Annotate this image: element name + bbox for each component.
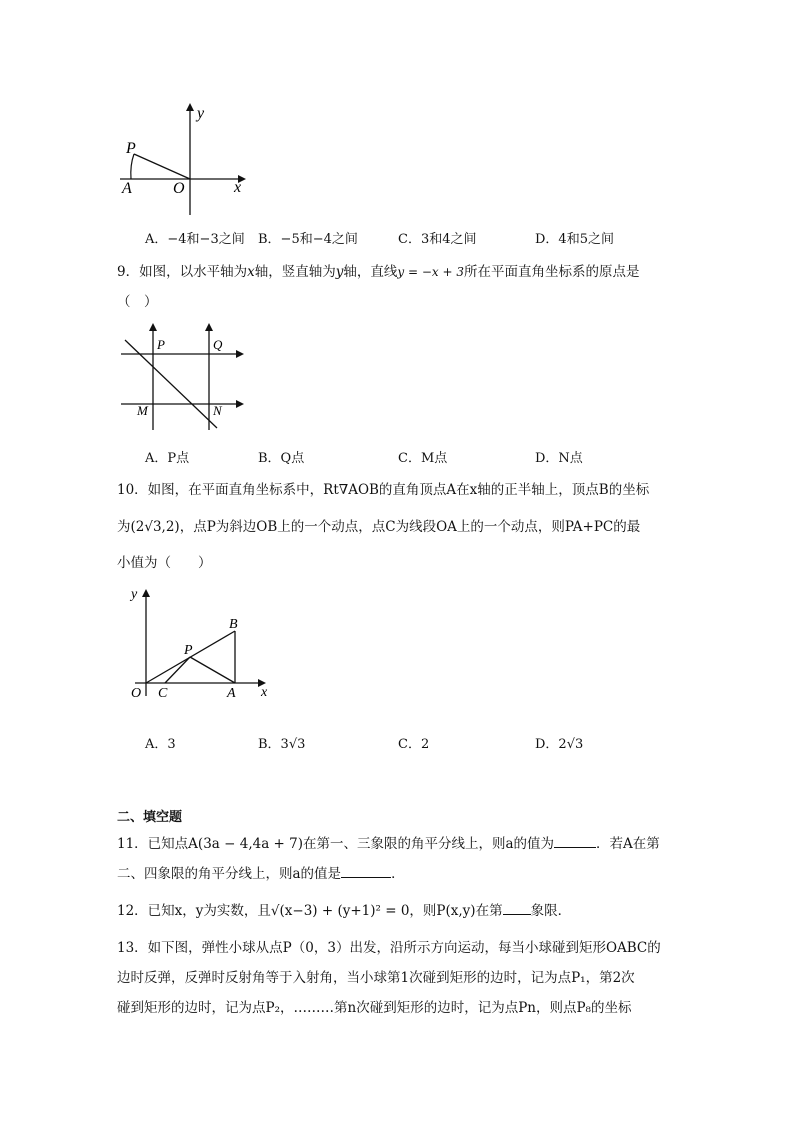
label-x: x — [234, 179, 242, 196]
q13-line1: 13．如下图，弹性小球从点P（0，3）出发，沿所示方向运动，每当小球碰到矩形OABC的 — [117, 940, 661, 956]
q13-line2: 边时反弹，反弹时反射角等于入射角，当小球第1次碰到矩形的边时，记为点P₁，第2次 — [117, 970, 635, 986]
label-y: y — [131, 587, 138, 602]
q8-option-a: A．−4和−3之间 — [145, 232, 245, 247]
label-q: Q — [213, 337, 223, 352]
q9-option-d: D．N点 — [535, 451, 583, 466]
q11-line1-post: ．若A在第 — [596, 836, 660, 852]
label-m: M — [137, 403, 148, 418]
q9-text-mid1: 轴，竖直轴为 — [254, 264, 336, 280]
label-y: y — [197, 105, 205, 122]
q9-text-post: 所在平面直角坐标系的原点是 — [463, 264, 640, 280]
q11-blank-1 — [554, 835, 596, 848]
q10-option-d: D．2√3 — [535, 737, 584, 752]
q10-line1: 10．如图，在平面直角坐标系中，Rt∇AOB的直角顶点A在x轴的正半轴上，顶点B的坐标 — [117, 482, 650, 498]
label-o: O — [131, 686, 142, 701]
label-x: x — [261, 685, 268, 700]
q11-line1 — [117, 832, 660, 852]
q11-blank-2 — [341, 865, 391, 878]
q8-option-b: B．−5和−4之间 — [258, 232, 358, 247]
q12-line — [117, 899, 571, 919]
arrow-v-right — [205, 323, 213, 331]
segment-op — [134, 154, 190, 179]
label-c: C — [158, 686, 168, 701]
q9-text-mid2: 轴，直线 — [343, 264, 398, 280]
arrow-v-left — [149, 323, 157, 331]
q12-blank — [503, 902, 531, 915]
q8-option-c: C．3和4之间 — [398, 232, 477, 247]
q9-option-c: C．M点 — [398, 451, 448, 466]
q11-line2-pre: 二、四象限的角平分线上，则a的值是 — [117, 866, 342, 882]
q10-line3: 小值为（ ） — [117, 555, 212, 571]
label-a: A — [122, 180, 132, 197]
q8-option-d: D．4和5之间 — [535, 232, 614, 247]
q12-post: 象限． — [530, 903, 572, 919]
label-p: P — [157, 337, 165, 352]
grid-figure — [115, 318, 250, 436]
q11-line1-pre: 11．已知点A(3a − 4,4a + 7)在第一、三象限的角平分线上，则a的值为 — [117, 836, 555, 852]
q9-option-b: B．Q点 — [258, 451, 305, 466]
arrow-h-bottom — [236, 400, 244, 408]
triangle-figure — [125, 582, 280, 704]
arc-pa — [131, 154, 134, 179]
q10-option-b: B．3√3 — [258, 737, 306, 752]
arrow-h-top — [236, 350, 244, 358]
label-o: O — [173, 180, 185, 197]
label-n: N — [213, 403, 222, 418]
q10-option-c: C．2 — [398, 737, 430, 752]
q9-paren: （ ） — [117, 294, 158, 310]
q9-question — [117, 260, 639, 280]
y-axis-arrow — [186, 103, 194, 111]
segment-pa — [190, 657, 235, 683]
number-line-figure — [110, 95, 270, 220]
q11-line2-post: ． — [391, 866, 405, 882]
q12-pre: 12．已知x，y为实数，且√(x−3) + (y+1)² = 0，则P(x,y)在第 — [117, 903, 503, 919]
q9-y: y — [335, 264, 344, 280]
q10-line2: 为(2√3,2)，点P为斜边OB上的一个动点，点C为线段OA上的一个动点，则PA+PC的最 — [117, 519, 641, 535]
label-p: P — [184, 643, 193, 658]
label-p: P — [126, 140, 136, 157]
y-axis-arrow — [142, 589, 150, 597]
section-heading: 二、填空题 — [117, 810, 183, 825]
q9-text-pre: 9．如图，以水平轴为 — [117, 264, 248, 280]
q9-option-a: A．P点 — [145, 451, 190, 466]
label-a: A — [227, 686, 236, 701]
q10-option-a: A．3 — [145, 737, 176, 752]
q9-formula: y = −x + 3 — [397, 265, 464, 279]
q9-x: x — [247, 264, 255, 280]
label-b: B — [229, 617, 238, 632]
q11-line2 — [117, 862, 405, 882]
q13-line3: 碰到矩形的边时，记为点P₂，………第n次碰到矩形的边时，记为点Pn，则点P₈的坐标 — [117, 1000, 632, 1016]
